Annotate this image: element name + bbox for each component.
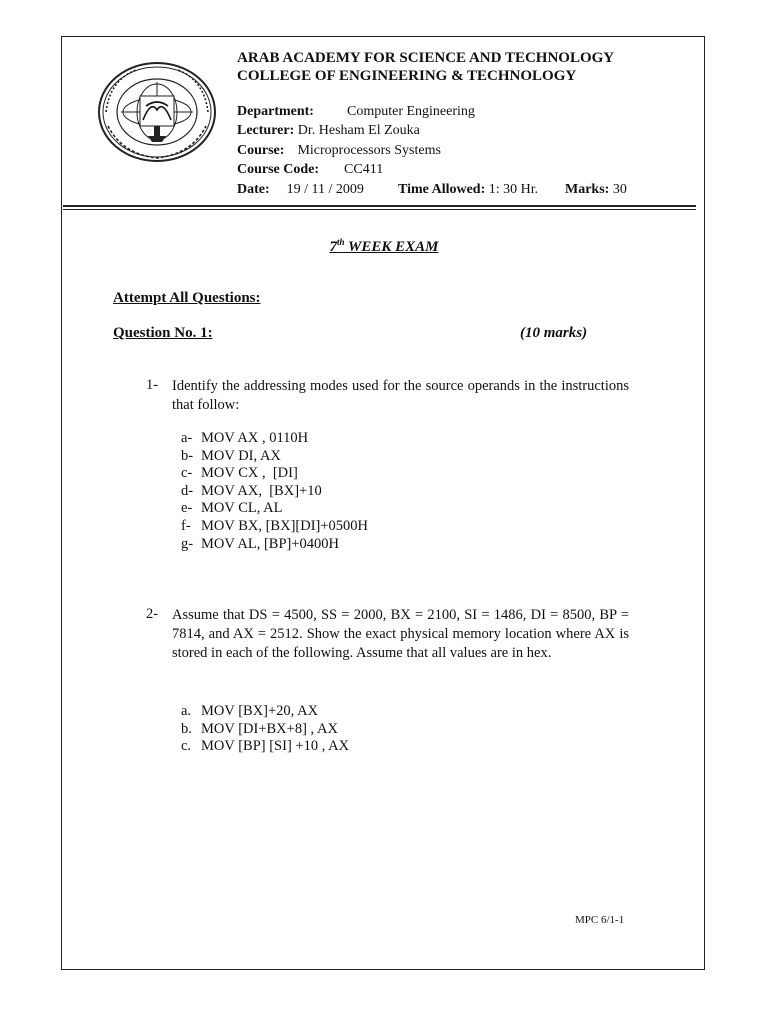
lecturer-value: Dr. Hesham El Zouka	[297, 123, 420, 138]
exam-title	[0, 237, 768, 256]
list-item-marker: g-	[181, 535, 194, 552]
part-2-number: 2-	[146, 606, 159, 622]
list-item-marker: f-	[181, 517, 191, 534]
college-name: COLLEGE OF ENGINEERING & TECHNOLOGY	[237, 68, 577, 84]
list-item-text: MOV CL, AL	[201, 500, 283, 517]
date-row	[237, 182, 364, 198]
course-code-row	[237, 162, 383, 178]
marks-row	[565, 182, 627, 198]
part-2-list	[181, 703, 349, 756]
time-label: Time Allowed:	[398, 182, 486, 197]
course-value: Microprocessors Systems	[297, 143, 441, 158]
list-item-text: MOV [DI+BX+8] , AX	[201, 720, 338, 737]
list-item	[181, 536, 368, 554]
list-item	[181, 448, 368, 466]
course-label: Course:	[237, 143, 285, 158]
list-item-text: MOV AX , 0110H	[201, 430, 309, 446]
list-item-marker: c.	[181, 738, 192, 755]
marks-label: Marks:	[565, 182, 610, 197]
header-divider-thin	[63, 209, 696, 210]
list-item	[181, 703, 349, 721]
course-code-value: CC411	[344, 162, 384, 177]
instructions-heading: Attempt All Questions:	[113, 290, 261, 306]
question-1-title: Question No. 1:	[113, 325, 213, 341]
list-item-marker: d-	[181, 482, 194, 499]
list-item-text: MOV AL, [BP]+0400H	[201, 535, 340, 552]
part-1-list	[181, 430, 368, 553]
course-row	[237, 143, 441, 159]
time-value: 1: 30 Hr.	[488, 182, 539, 197]
list-item-marker: a-	[181, 430, 193, 446]
lecturer-label: Lecturer:	[237, 123, 295, 138]
part-1-number: 1-	[146, 377, 159, 393]
list-item-text: MOV CX , [DI]	[201, 465, 298, 482]
list-item	[181, 721, 349, 739]
department-label: Department:	[237, 104, 314, 119]
list-item	[181, 465, 368, 483]
exam-title-number: 7	[329, 239, 338, 255]
academy-seal-logo	[96, 60, 218, 164]
date-value: 19 / 11 / 2009	[286, 182, 364, 197]
course-code-label: Course Code:	[237, 162, 320, 177]
date-label: Date:	[237, 182, 270, 197]
part-2-text: Assume that DS = 4500, SS = 2000, BX = 2100, SI = 1486, DI = 8500, BP = 7814, and AX = 2512. Show the exact physical memory location where AX is stored in each of the following. Assume that all values are in hex.	[172, 607, 629, 661]
list-item-marker: a.	[181, 703, 192, 719]
list-item-text: MOV AX, [BX]+10	[201, 482, 322, 499]
list-item	[181, 483, 368, 501]
marks-value: 30	[612, 182, 627, 197]
list-item	[181, 500, 368, 518]
list-item-marker: b-	[181, 447, 194, 464]
page-footer-code: MPC 6/1-1	[575, 914, 625, 926]
exam-title-text: WEEK EXAM	[344, 239, 439, 255]
department-value: Computer Engineering	[346, 104, 475, 119]
exam-title-suffix: th	[337, 237, 345, 247]
header-divider-thick	[63, 205, 696, 207]
department-row	[237, 104, 475, 120]
list-item	[181, 518, 368, 536]
list-item-marker: c-	[181, 465, 193, 482]
lecturer-row	[237, 123, 420, 139]
institution-name: ARAB ACADEMY FOR SCIENCE AND TECHNOLOGY	[237, 50, 615, 66]
list-item	[181, 738, 349, 756]
list-item-text: MOV [BP] [SI] +10 , AX	[201, 738, 350, 755]
list-item-marker: b.	[181, 720, 192, 737]
question-1-marks: (10 marks)	[520, 325, 588, 341]
part-1-text: Identify the addressing modes used for the source operands in the instructions that follow:	[172, 378, 629, 413]
list-item	[181, 430, 368, 448]
list-item-text: MOV BX, [BX][DI]+0500H	[201, 517, 368, 534]
list-item-marker: e-	[181, 500, 193, 517]
list-item-text: MOV DI, AX	[201, 447, 281, 464]
time-row	[398, 182, 538, 198]
list-item-text: MOV [BX]+20, AX	[201, 703, 319, 719]
